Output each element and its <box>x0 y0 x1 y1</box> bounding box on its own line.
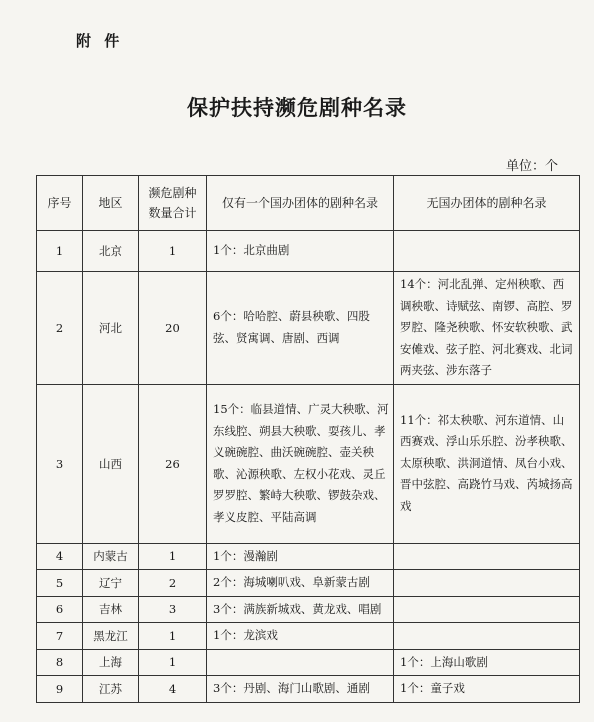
cell-no-troupe: 11个：祁太秧歌、河东道情、山西赛戏、浮山乐乐腔、汾孝秧歌、太原秧歌、洪洞道情、凤台小戏、晋中弦腔、高跷竹马戏、芮城扬高戏 <box>394 384 580 543</box>
cell-one-troupe: 2个：海城喇叭戏、阜新蒙古剧 <box>207 570 394 597</box>
cell-count: 1 <box>139 543 207 570</box>
table-row <box>37 596 580 623</box>
cell-region: 吉林 <box>83 596 139 623</box>
cell-one-troupe: 15个：临县道情、广灵大秧歌、河东线腔、朔县大秧歌、耍孩儿、孝义碗碗腔、曲沃碗碗腔、壶关秧歌、沁源秧歌、左权小花戏、灵丘罗罗腔、繁峙大秧歌、锣鼓杂戏、孝义皮腔、平陆高调 <box>207 384 394 543</box>
cell-region: 内蒙古 <box>83 543 139 570</box>
cell-index: 2 <box>37 272 83 385</box>
unit-label: 单位：个 <box>505 159 558 174</box>
header-region: 地区 <box>83 176 139 231</box>
cell-no-troupe <box>394 570 580 597</box>
table-row <box>37 649 580 676</box>
cell-one-troupe: 3个：满族新城戏、黄龙戏、唱剧 <box>207 596 394 623</box>
cell-no-troupe <box>394 596 580 623</box>
table-row <box>37 570 580 597</box>
cell-region: 辽宁 <box>83 570 139 597</box>
cell-no-troupe <box>394 623 580 650</box>
table-row <box>37 623 580 650</box>
table-row <box>37 543 580 570</box>
cell-one-troupe: 1个：漫瀚剧 <box>207 543 394 570</box>
cell-index: 5 <box>37 570 83 597</box>
cell-no-troupe: 1个：上海山歌剧 <box>394 649 580 676</box>
table-row <box>37 272 580 385</box>
cell-no-troupe: 14个：河北乱弹、定州秧歌、西调秧歌、诗赋弦、南锣、高腔、罗罗腔、隆尧秧歌、怀安软秧歌、武安傩戏、弦子腔、河北赛戏、北词两夹弦、涉东落子 <box>394 272 580 385</box>
cell-one-troupe: 3个：丹剧、海门山歌剧、通剧 <box>207 676 394 703</box>
endangered-opera-table <box>36 175 580 703</box>
cell-index: 3 <box>37 384 83 543</box>
header-count <box>139 176 207 231</box>
table-row <box>37 384 580 543</box>
cell-count: 4 <box>139 676 207 703</box>
header-no-troupe: 无国办团体的剧种名录 <box>394 176 580 231</box>
cell-count: 1 <box>139 623 207 650</box>
table-row <box>37 231 580 272</box>
cell-count: 1 <box>139 231 207 272</box>
cell-index: 1 <box>37 231 83 272</box>
cell-index: 9 <box>37 676 83 703</box>
cell-index: 6 <box>37 596 83 623</box>
document-title: 保护扶持濒危剧种名录 <box>187 95 407 120</box>
cell-count: 26 <box>139 384 207 543</box>
cell-no-troupe <box>394 543 580 570</box>
attachment-label: 附 件 <box>76 32 124 50</box>
cell-region: 河北 <box>83 272 139 385</box>
header-count-line2: 数量合计 <box>148 206 197 220</box>
header-count-line1: 濒危剧种 <box>148 186 197 200</box>
header-index: 序号 <box>37 176 83 231</box>
cell-no-troupe: 1个：童子戏 <box>394 676 580 703</box>
cell-index: 4 <box>37 543 83 570</box>
cell-region: 北京 <box>83 231 139 272</box>
cell-region: 黑龙江 <box>83 623 139 650</box>
cell-no-troupe <box>394 231 580 272</box>
cell-count: 3 <box>139 596 207 623</box>
cell-region: 山西 <box>83 384 139 543</box>
cell-one-troupe: 6个：哈哈腔、蔚县秧歌、四股弦、贤寓调、唐剧、西调 <box>207 272 394 385</box>
cell-region: 江苏 <box>83 676 139 703</box>
cell-count: 1 <box>139 649 207 676</box>
header-one-troupe: 仅有一个国办团体的剧种名录 <box>207 176 394 231</box>
cell-one-troupe: 1个：北京曲剧 <box>207 231 394 272</box>
table-header-row <box>37 176 580 231</box>
cell-count: 20 <box>139 272 207 385</box>
cell-one-troupe <box>207 649 394 676</box>
cell-index: 8 <box>37 649 83 676</box>
cell-index: 7 <box>37 623 83 650</box>
cell-region: 上海 <box>83 649 139 676</box>
cell-one-troupe: 1个：龙滨戏 <box>207 623 394 650</box>
cell-count: 2 <box>139 570 207 597</box>
table-row <box>37 676 580 703</box>
